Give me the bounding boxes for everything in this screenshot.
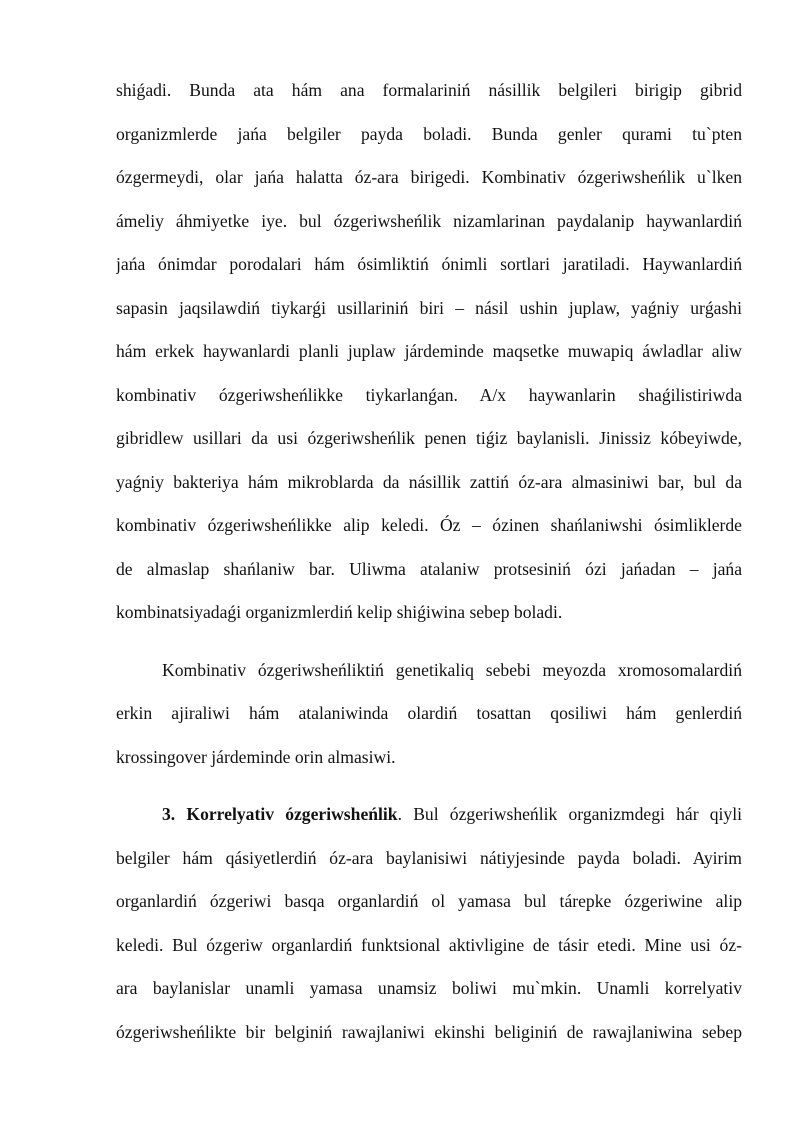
paragraph-correlative-variation bbox=[116, 793, 742, 1054]
text-line: belgiler hám qásiyetlerdiń óz-ara baylanisiwi nátiyjesinde payda boladi. Ayirim bbox=[116, 847, 742, 868]
text-line: de almaslap shańlaniw bar. Uliwma atalaniw protsesiniń ózi jańadan – jańa bbox=[116, 558, 742, 579]
text-line: krossingover járdeminde orin almasiwi. bbox=[116, 746, 396, 767]
text-line: organizmlerde jańa belgiler payda boladi. Bunda genler qurami tu`pten bbox=[116, 123, 742, 144]
text-line: ara baylanislar unamli yamasa unamsiz boliwi mu`mkin. Unamli korrelyativ bbox=[116, 978, 742, 998]
text-line: sapasin jaqsilawdiń tiykarǵi usillariniń biri – násil ushin juplaw, yaǵniy urǵashi bbox=[116, 297, 742, 318]
text-line: kombinativ ózgeriwsheńlikke tiykarlanǵan. A/x haywanlarin shaǵilistiriwda bbox=[116, 384, 742, 405]
paragraph-genetic-cause bbox=[116, 649, 742, 780]
heading-line-rest: . Bul ózgeriwsheńlik organizmdegi hár qiyli bbox=[397, 804, 742, 824]
text-line: erkin ajiraliwi hám atalaniwinda olardiń tosattan qosiliwi hám genlerdiń bbox=[116, 703, 742, 723]
text-line: shiǵadi. Bunda ata hám ana formalariniń násillik belgileri birigip gibrid bbox=[116, 80, 742, 100]
text-line: ózgeriwsheńlikte bir belginiń rawajlaniwi ekinshi beliginiń de rawajlaniwina sebep bbox=[116, 1021, 742, 1042]
text-line: jańa ónimdar porodalari hám ósimliktiń ónimli sortlari jaratiladi. Haywanlardiń bbox=[116, 254, 742, 274]
text-line: Kombinativ ózgeriwsheńliktiń genetikaliq sebebi meyozda xromosomalardiń bbox=[162, 659, 742, 680]
text-line: keledi. Bul ózgeriw organlardiń funktsional aktivligine de tásir etedi. Mine usi óz- bbox=[116, 934, 742, 955]
text-line: ózgermeydi, olar jańa halatta óz-ara birigedi. Kombinativ ózgeriwsheńlik u`lken bbox=[116, 167, 742, 187]
section-heading: 3. Korrelyativ ózgeriwsheńlik bbox=[162, 804, 398, 824]
text-line: gibridlew usillari da usi ózgeriwsheńlik penen tiǵiz baylanisli. Jinissiz kóbeyiwde, bbox=[116, 428, 742, 448]
text-line bbox=[116, 793, 742, 837]
text-line: hám erkek haywanlardi planli juplaw járdeminde maqsetke muwapiq áwladlar aliw bbox=[116, 341, 742, 361]
text-line: kombinatsiyadaǵi organizmlerdiń kelip shiǵiwina sebep boladi. bbox=[116, 602, 563, 622]
text-line: organlardiń ózgeriwi basqa organlardiń ol yamasa bul tárepke ózgeriwine alip bbox=[116, 891, 742, 911]
text-line: ámeliy áhmiyetke iye. bul ózgeriwsheńlik nizamlarinan paydalanip haywanlardiń bbox=[116, 210, 742, 231]
paragraph-combinative-variation bbox=[116, 69, 742, 635]
document-page bbox=[116, 69, 742, 1054]
text-line: yaǵniy bakteriya hám mikroblarda da násillik zattiń óz-ara almasiniwi bar, bul da bbox=[116, 471, 742, 492]
text-line: kombinativ ózgeriwsheńlikke alip keledi. Óz – ózinen shańlaniwshi ósimliklerde bbox=[116, 515, 742, 535]
